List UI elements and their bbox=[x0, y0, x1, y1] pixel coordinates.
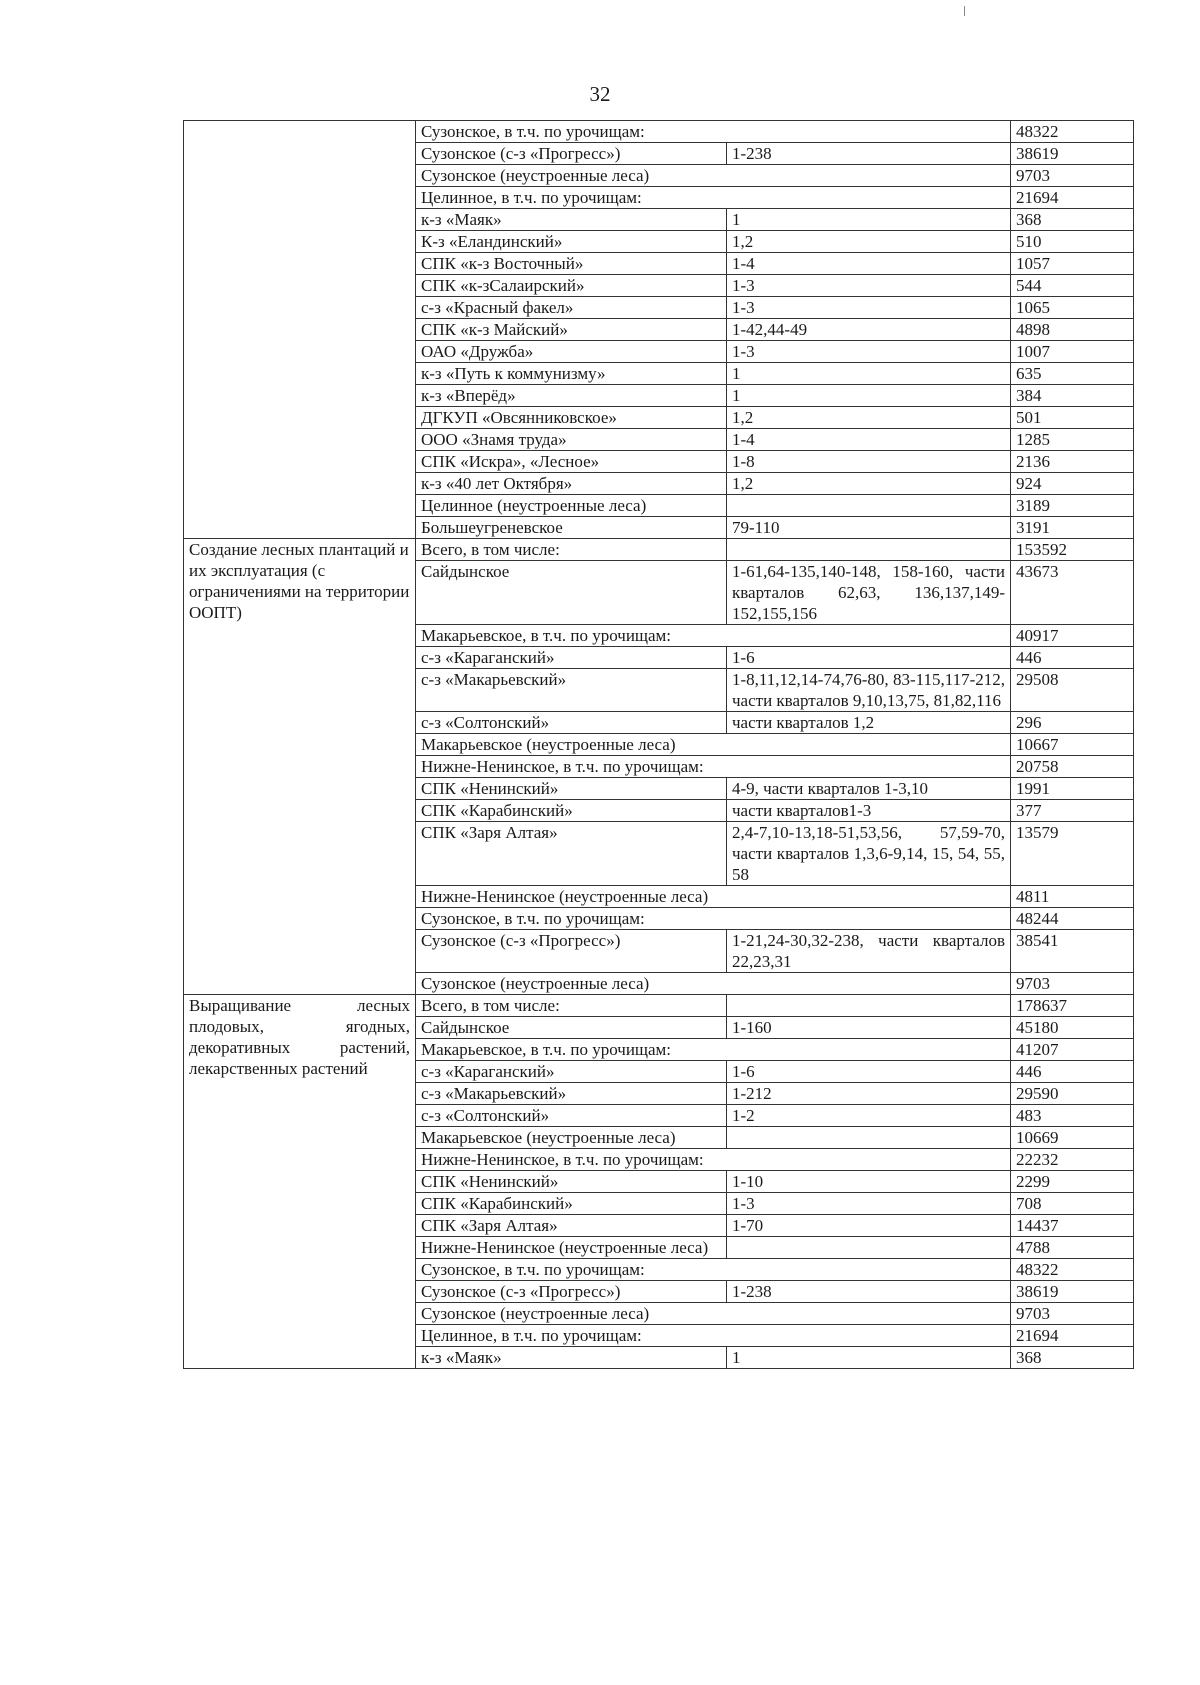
forestry-name-cell: Сузонское (неустроенные леса) bbox=[416, 973, 1011, 995]
forestry-name-cell: К-з «Еландинский» bbox=[416, 231, 727, 253]
forestry-name-cell: ОАО «Дружба» bbox=[416, 341, 727, 363]
forestry-name-cell: Сузонское (неустроенные леса) bbox=[416, 1303, 1011, 1325]
forestry-name-cell: с-з «Макарьевский» bbox=[416, 669, 727, 712]
area-cell: 40917 bbox=[1011, 625, 1134, 647]
quarters-cell: 2,4-7,10-13,18-51,53,56, 57,59-70, части кварталов 1,3,6-9,14, 15, 54, 55, 58 bbox=[727, 822, 1011, 886]
forestry-name-cell: СПК «Заря Алтая» bbox=[416, 1215, 727, 1237]
forestry-name-cell: к-з «Вперёд» bbox=[416, 385, 727, 407]
table-row bbox=[184, 121, 1134, 143]
table-row bbox=[184, 995, 1134, 1017]
area-cell: 1065 bbox=[1011, 297, 1134, 319]
use-type-cell: Создание лесных плантаций и их эксплуатация (с ограничениями на территории ООПТ) bbox=[184, 539, 416, 995]
area-cell: 48322 bbox=[1011, 1259, 1134, 1281]
forestry-name-cell: к-з «Маяк» bbox=[416, 209, 727, 231]
forestry-name-cell: СПК «Заря Алтая» bbox=[416, 822, 727, 886]
quarters-cell: части кварталов1-3 bbox=[727, 800, 1011, 822]
forest-use-table bbox=[183, 120, 1134, 1369]
use-type-cell bbox=[184, 121, 416, 539]
quarters-cell: 1 bbox=[727, 385, 1011, 407]
area-cell: 178637 bbox=[1011, 995, 1134, 1017]
forestry-name-cell: СПК «к-зСалаирский» bbox=[416, 275, 727, 297]
forestry-name-cell: Сузонское (неустроенные леса) bbox=[416, 165, 1011, 187]
area-cell: 377 bbox=[1011, 800, 1134, 822]
forestry-name-cell: Макарьевское (неустроенные леса) bbox=[416, 734, 1011, 756]
area-cell: 368 bbox=[1011, 1347, 1134, 1369]
area-cell: 544 bbox=[1011, 275, 1134, 297]
quarters-cell: 1-3 bbox=[727, 1193, 1011, 1215]
area-cell: 45180 bbox=[1011, 1017, 1134, 1039]
area-cell: 10669 bbox=[1011, 1127, 1134, 1149]
area-cell: 3191 bbox=[1011, 517, 1134, 539]
page-number: 32 bbox=[589, 82, 611, 106]
forestry-name-cell: Сузонское (с-з «Прогресс») bbox=[416, 1281, 727, 1303]
forestry-name-cell: СПК «Карабинский» bbox=[416, 800, 727, 822]
area-cell: 924 bbox=[1011, 473, 1134, 495]
forestry-name-cell: ООО «Знамя труда» bbox=[416, 429, 727, 451]
area-cell: 43673 bbox=[1011, 561, 1134, 625]
area-cell: 21694 bbox=[1011, 187, 1134, 209]
area-cell: 9703 bbox=[1011, 165, 1134, 187]
forestry-name-cell: Нижне-Ненинское (неустроенные леса) bbox=[416, 886, 1011, 908]
table-row bbox=[184, 539, 1134, 561]
quarters-cell: 1,2 bbox=[727, 473, 1011, 495]
quarters-cell: 1-160 bbox=[727, 1017, 1011, 1039]
forestry-name-cell: к-з «40 лет Октября» bbox=[416, 473, 727, 495]
quarters-cell: 1-212 bbox=[727, 1083, 1011, 1105]
forestry-name-cell: Нижне-Ненинское (неустроенные леса) bbox=[416, 1237, 727, 1259]
quarters-cell: 1,2 bbox=[727, 407, 1011, 429]
quarters-cell: 1-21,24-30,32-238, части кварталов 22,23,31 bbox=[727, 930, 1011, 973]
quarters-cell: части кварталов 1,2 bbox=[727, 712, 1011, 734]
forestry-name-cell: Большеугреневское bbox=[416, 517, 727, 539]
area-cell: 1057 bbox=[1011, 253, 1134, 275]
area-cell: 38619 bbox=[1011, 143, 1134, 165]
area-cell: 446 bbox=[1011, 1061, 1134, 1083]
area-cell: 29508 bbox=[1011, 669, 1134, 712]
quarters-cell: 1-4 bbox=[727, 253, 1011, 275]
area-cell: 510 bbox=[1011, 231, 1134, 253]
area-cell: 501 bbox=[1011, 407, 1134, 429]
area-cell: 708 bbox=[1011, 1193, 1134, 1215]
forestry-name-cell: СПК «Карабинский» bbox=[416, 1193, 727, 1215]
forestry-name-cell: с-з «Макарьевский» bbox=[416, 1083, 727, 1105]
forestry-name-cell: СПК «Ненинский» bbox=[416, 778, 727, 800]
area-cell: 10667 bbox=[1011, 734, 1134, 756]
quarters-cell: 1-6 bbox=[727, 1061, 1011, 1083]
area-cell: 38619 bbox=[1011, 1281, 1134, 1303]
area-cell: 29590 bbox=[1011, 1083, 1134, 1105]
area-cell: 1285 bbox=[1011, 429, 1134, 451]
forestry-name-cell: с-з «Солтонский» bbox=[416, 712, 727, 734]
scan-mark bbox=[964, 6, 965, 16]
forestry-name-cell: СПК «к-з Майский» bbox=[416, 319, 727, 341]
use-type-cell: Выращивание лесных плодовых, ягодных, декоративных растений, лекарственных растений bbox=[184, 995, 416, 1369]
forestry-name-cell: Нижне-Ненинское, в т.ч. по урочищам: bbox=[416, 1149, 1011, 1171]
forestry-name-cell: Нижне-Ненинское, в т.ч. по урочищам: bbox=[416, 756, 1011, 778]
forestry-name-cell: к-з «Путь к коммунизму» bbox=[416, 363, 727, 385]
area-cell: 4898 bbox=[1011, 319, 1134, 341]
quarters-cell bbox=[727, 1237, 1011, 1259]
forestry-name-cell: СПК «к-з Восточный» bbox=[416, 253, 727, 275]
area-cell: 1007 bbox=[1011, 341, 1134, 363]
quarters-cell: 4-9, части кварталов 1-3,10 bbox=[727, 778, 1011, 800]
forestry-name-cell: Целинное (неустроенные леса) bbox=[416, 495, 727, 517]
area-cell: 4788 bbox=[1011, 1237, 1134, 1259]
quarters-cell: 1-10 bbox=[727, 1171, 1011, 1193]
quarters-cell: 1-6 bbox=[727, 647, 1011, 669]
quarters-cell: 1-8 bbox=[727, 451, 1011, 473]
area-cell: 9703 bbox=[1011, 1303, 1134, 1325]
quarters-cell: 1-3 bbox=[727, 275, 1011, 297]
area-cell: 4811 bbox=[1011, 886, 1134, 908]
forestry-name-cell: с-з «Солтонский» bbox=[416, 1105, 727, 1127]
area-cell: 635 bbox=[1011, 363, 1134, 385]
forestry-name-cell: Всего, в том числе: bbox=[416, 539, 727, 561]
quarters-cell bbox=[727, 495, 1011, 517]
area-cell: 38541 bbox=[1011, 930, 1134, 973]
area-cell: 483 bbox=[1011, 1105, 1134, 1127]
quarters-cell: 79-110 bbox=[727, 517, 1011, 539]
area-cell: 153592 bbox=[1011, 539, 1134, 561]
forestry-name-cell: Всего, в том числе: bbox=[416, 995, 727, 1017]
forestry-name-cell: СПК «Искра», «Лесное» bbox=[416, 451, 727, 473]
area-cell: 41207 bbox=[1011, 1039, 1134, 1061]
forestry-name-cell: с-з «Красный факел» bbox=[416, 297, 727, 319]
forestry-name-cell: Сузонское (с-з «Прогресс») bbox=[416, 930, 727, 973]
forestry-name-cell: Макарьевское (неустроенные леса) bbox=[416, 1127, 727, 1149]
forestry-name-cell: СПК «Ненинский» bbox=[416, 1171, 727, 1193]
area-cell: 446 bbox=[1011, 647, 1134, 669]
quarters-cell: 1-2 bbox=[727, 1105, 1011, 1127]
quarters-cell: 1-3 bbox=[727, 341, 1011, 363]
quarters-cell: 1-238 bbox=[727, 1281, 1011, 1303]
forestry-name-cell: Сузонское, в т.ч. по урочищам: bbox=[416, 1259, 1011, 1281]
area-cell: 2136 bbox=[1011, 451, 1134, 473]
area-cell: 3189 bbox=[1011, 495, 1134, 517]
quarters-cell: 1-42,44-49 bbox=[727, 319, 1011, 341]
quarters-cell bbox=[727, 995, 1011, 1017]
forestry-name-cell: Сузонское, в т.ч. по урочищам: bbox=[416, 121, 1011, 143]
quarters-cell bbox=[727, 1127, 1011, 1149]
area-cell: 2299 bbox=[1011, 1171, 1134, 1193]
area-cell: 48322 bbox=[1011, 121, 1134, 143]
area-cell: 22232 bbox=[1011, 1149, 1134, 1171]
area-cell: 368 bbox=[1011, 209, 1134, 231]
forestry-name-cell: Сузонское (с-з «Прогресс») bbox=[416, 143, 727, 165]
area-cell: 21694 bbox=[1011, 1325, 1134, 1347]
area-cell: 384 bbox=[1011, 385, 1134, 407]
quarters-cell: 1-238 bbox=[727, 143, 1011, 165]
forestry-name-cell: Макарьевское, в т.ч. по урочищам: bbox=[416, 625, 1011, 647]
quarters-cell bbox=[727, 539, 1011, 561]
quarters-cell: 1-3 bbox=[727, 297, 1011, 319]
quarters-cell: 1,2 bbox=[727, 231, 1011, 253]
forestry-name-cell: Целинное, в т.ч. по урочищам: bbox=[416, 1325, 1011, 1347]
forestry-name-cell: Сузонское, в т.ч. по урочищам: bbox=[416, 908, 1011, 930]
forestry-name-cell: ДГКУП «Овсянниковское» bbox=[416, 407, 727, 429]
table-body bbox=[184, 121, 1134, 1369]
area-cell: 48244 bbox=[1011, 908, 1134, 930]
forestry-name-cell: Сайдынское bbox=[416, 561, 727, 625]
quarters-cell: 1-8,11,12,14-74,76-80, 83-115,117-212, части кварталов 9,10,13,75, 81,82,116 bbox=[727, 669, 1011, 712]
forestry-name-cell: Сайдынское bbox=[416, 1017, 727, 1039]
forestry-name-cell: к-з «Маяк» bbox=[416, 1347, 727, 1369]
area-cell: 9703 bbox=[1011, 973, 1134, 995]
forestry-name-cell: с-з «Караганский» bbox=[416, 1061, 727, 1083]
forestry-name-cell: с-з «Караганский» bbox=[416, 647, 727, 669]
area-cell: 14437 bbox=[1011, 1215, 1134, 1237]
quarters-cell: 1-61,64-135,140-148, 158-160, части кварталов 62,63, 136,137,149-152,155,156 bbox=[727, 561, 1011, 625]
quarters-cell: 1 bbox=[727, 1347, 1011, 1369]
quarters-cell: 1-4 bbox=[727, 429, 1011, 451]
forestry-name-cell: Макарьевское, в т.ч. по урочищам: bbox=[416, 1039, 1011, 1061]
area-cell: 20758 bbox=[1011, 756, 1134, 778]
area-cell: 296 bbox=[1011, 712, 1134, 734]
quarters-cell: 1 bbox=[727, 363, 1011, 385]
area-cell: 1991 bbox=[1011, 778, 1134, 800]
quarters-cell: 1-70 bbox=[727, 1215, 1011, 1237]
quarters-cell: 1 bbox=[727, 209, 1011, 231]
area-cell: 13579 bbox=[1011, 822, 1134, 886]
forestry-name-cell: Целинное, в т.ч. по урочищам: bbox=[416, 187, 1011, 209]
